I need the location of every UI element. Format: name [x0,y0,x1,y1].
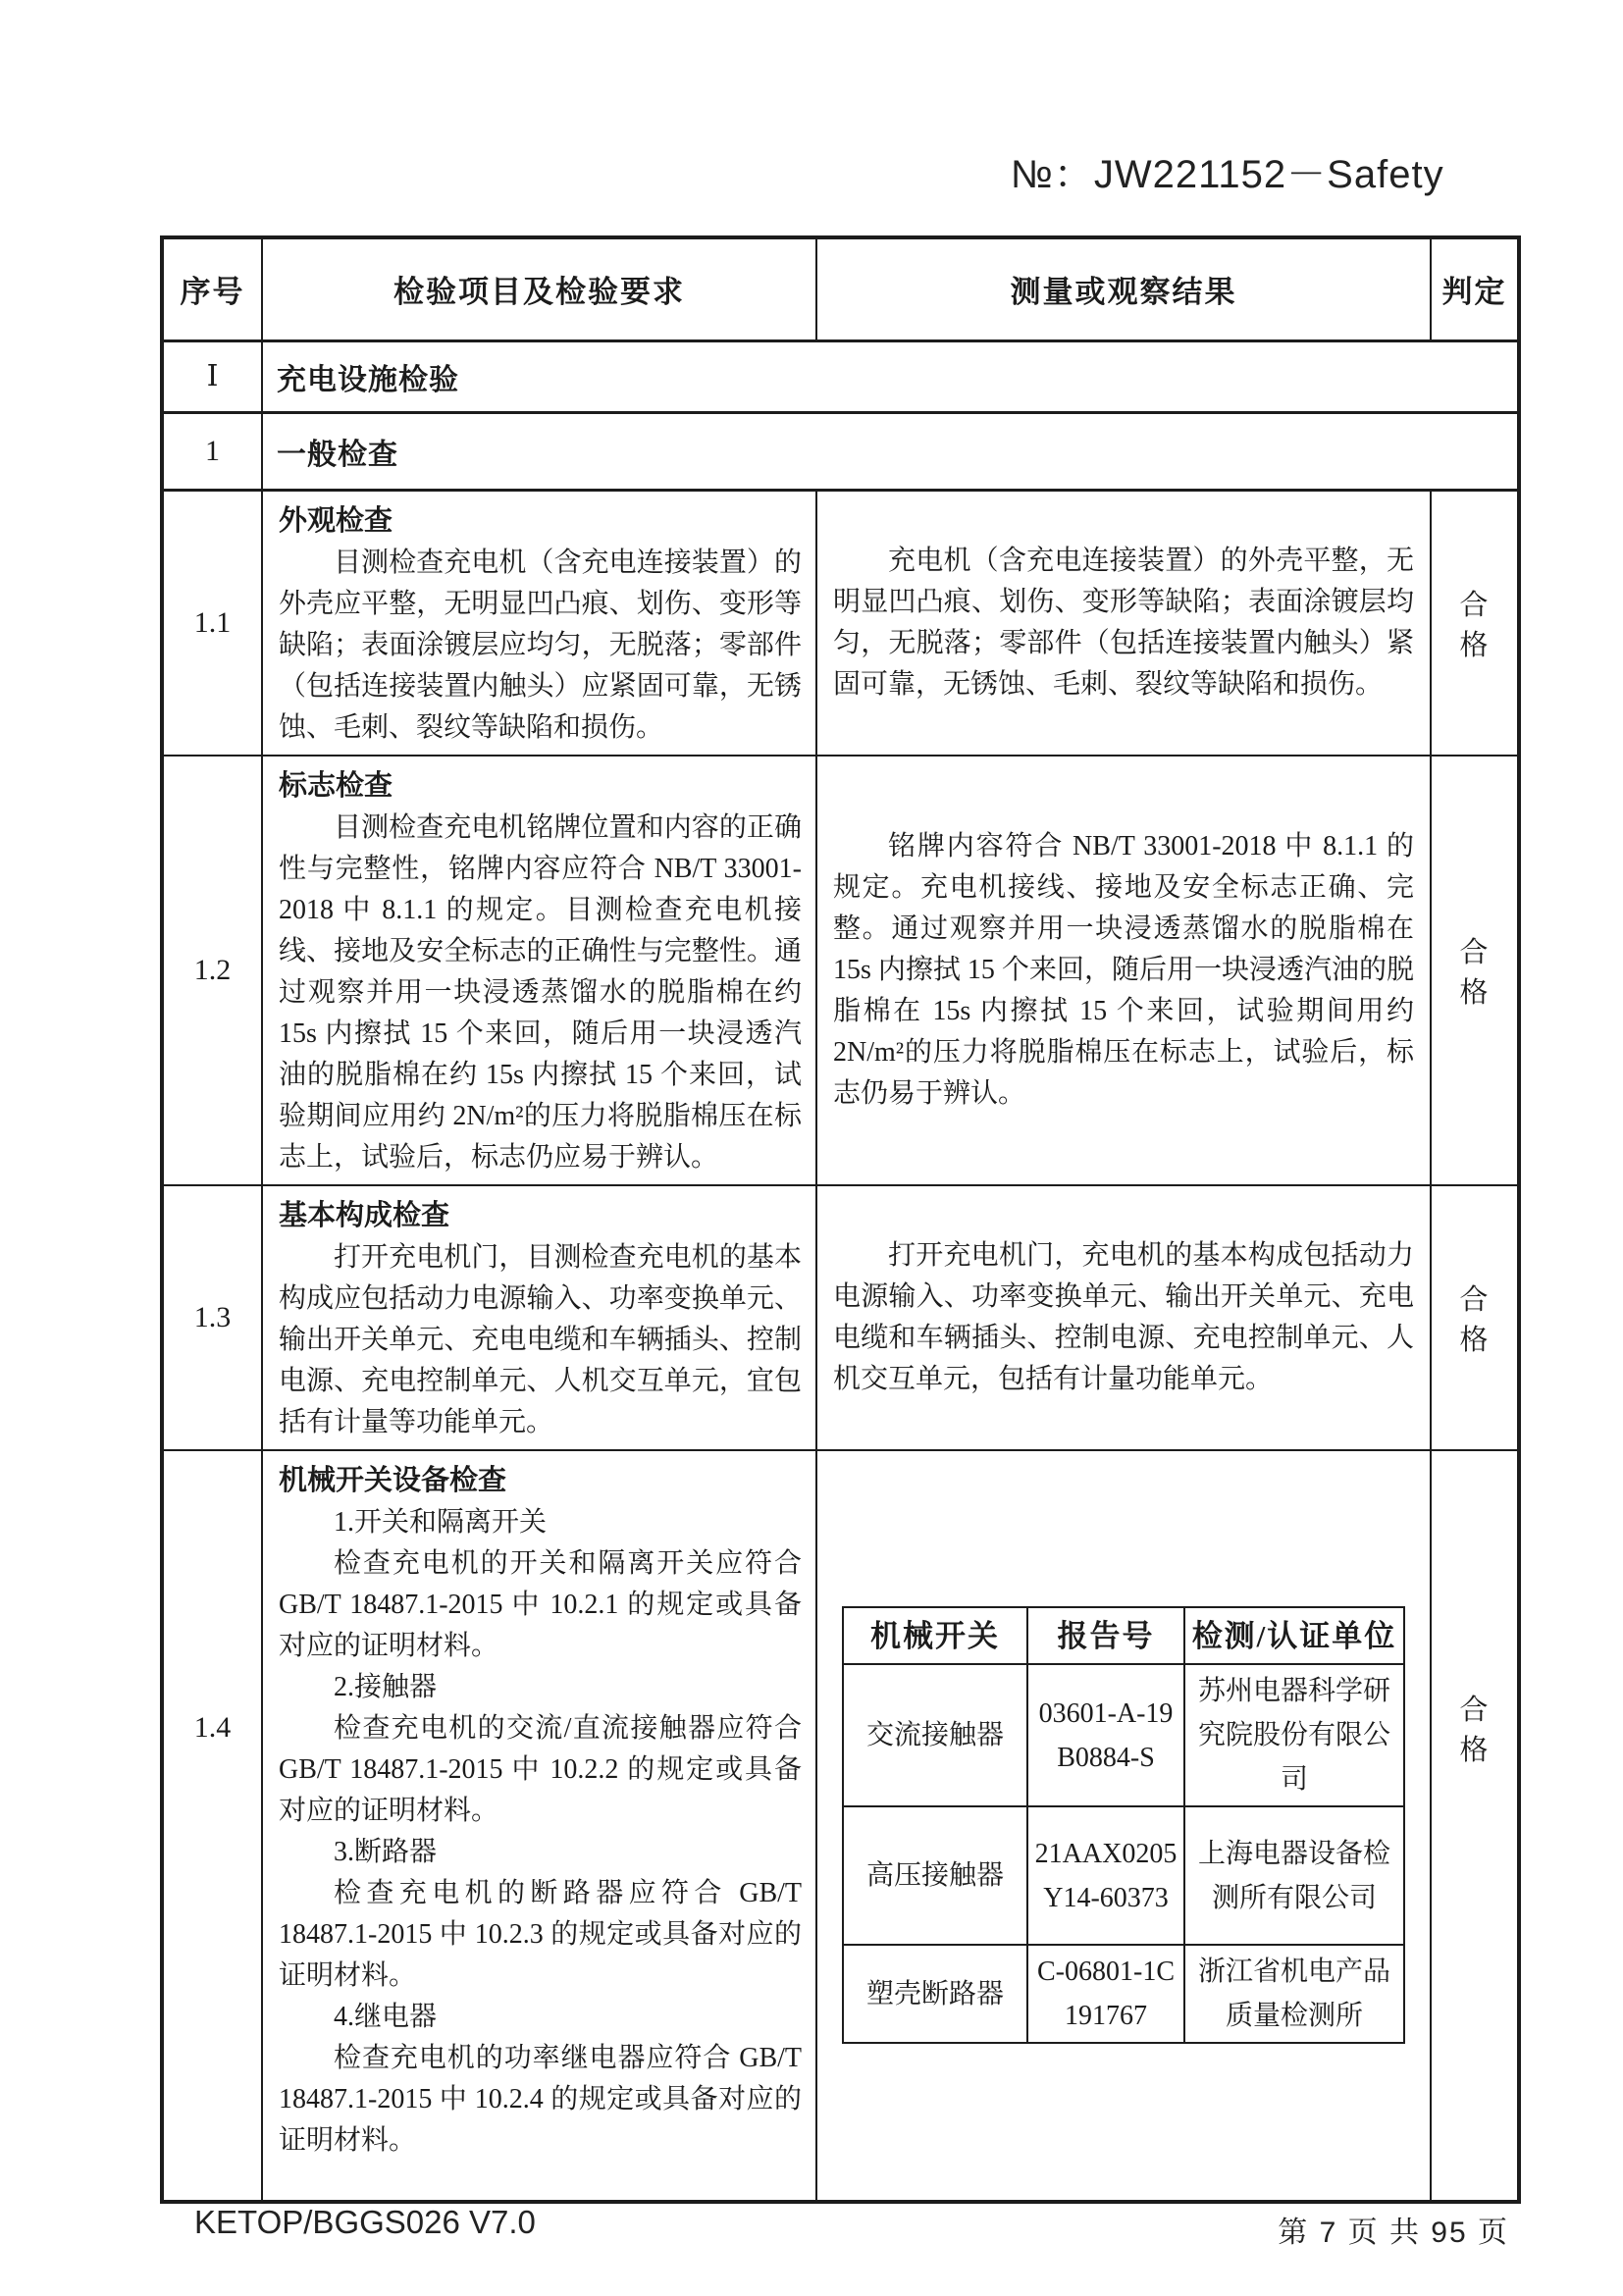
table-row-1-3 [162,1185,1519,1450]
item-list-heading: 2.接触器 [334,1671,438,1702]
item-title: 标志检查 [279,769,393,802]
item-paragraph: 目测检查充电机铭牌位置和内容的正确性与完整性，铭牌内容应符合 NB/T 33001-2018 中 8.1.1 的规定。目测检查充电机接线、接地及安全标志的正确性与完整性。通过观察并用一块浸透蒸馏水的脱脂棉在约 15s 内擦拭 15 个来回，随后用一块浸透汽油的脱脂棉在约 15s 内擦拭 15 个来回，试验期间应用约 2N/m²的压力将脱脂棉压在标志上，试验后，标志仍应易于辨认。 [279,811,802,1173]
row-serial: 1.1 [162,490,262,756]
table-header-row [162,237,1519,340]
result-paragraph: 铭牌内容符合 NB/T 33001-2018 中 8.1.1 的规定。充电机接线、接地及安全标志正确、完整。通过观察并用一块浸透蒸馏水的脱脂棉在 15s 内擦拭 15 个来回，随后用一块浸透汽油的脱脂棉在 15s 内擦拭 15 个来回，试验期间用约 2N/m²的压力将脱脂棉压在标志上，试验后，标志仍易于辨认。 [833,830,1414,1109]
result-paragraph: 打开充电机门，充电机的基本构成包括动力电源输入、功率变换单元、输出开关单元、充电电缆和车辆插头、控制电源、充电控制单元、人机交互单元，包括有计量功能单元。 [833,1239,1414,1394]
inner-col-header-report: 报告号 [1027,1607,1184,1664]
mechanical-switch-table [842,1606,1405,2044]
row-serial: 1.2 [162,756,262,1185]
item-cell [262,490,816,756]
inspection-table [160,235,1521,2204]
section-row-I [162,340,1519,412]
item-paragraph: 检查充电机的开关和隔离开关应符合 GB/T 18487.1-2015 中 10.2.1 的规定或具备对应的证明材料。 [279,1547,802,1661]
report-number: C-06801-1C191767 [1027,1945,1184,2043]
item-paragraph: 检查充电机的断路器应符合 GB/T 18487.1-2015 中 10.2.3 的规定或具备对应的证明材料。 [279,1877,802,1991]
item-paragraph: 检查充电机的交流/直流接触器应符合 GB/T 18487.1-2015 中 10.2.2 的规定或具备对应的证明材料。 [279,1712,802,1826]
item-list-heading: 4.继电器 [334,2001,438,2032]
table-row-1-4 [162,1450,1519,2202]
inner-col-header-agency: 检测/认证单位 [1184,1607,1404,1664]
item-paragraph: 打开充电机门，目测检查充电机的基本构成应包括动力电源输入、功率变换单元、输出开关单元、充电电缆和车辆插头、控制电源、充电控制单元、人机交互单元，宜包括有计量等功能单元。 [279,1241,802,1437]
report-number: 03601-A-19B0884-S [1027,1664,1184,1806]
item-title: 机械开关设备检查 [279,1464,507,1496]
result-cell [816,490,1431,756]
col-header-judgement: 判定 [1431,237,1519,340]
item-paragraph: 检查充电机的功率继电器应符合 GB/T 18487.1-2015 中 10.2.4 的规定或具备对应的证明材料。 [279,2042,802,2156]
section-title: 一般检查 [262,412,1519,490]
form-code: KETOP/BGGS026 V7.0 [194,2204,536,2240]
section-serial: Ⅰ [162,340,262,412]
item-title: 基本构成检查 [279,1199,450,1231]
doc-number: №：JW221152－Safety [1011,153,1444,196]
section-serial: 1 [162,412,262,490]
judgement-cell: 合格 [1431,1450,1519,2202]
switch-name: 高压接触器 [843,1806,1027,1945]
result-cell [816,1450,1431,2202]
agency-name: 上海电器设备检测所有限公司 [1184,1806,1404,1945]
col-header-item: 检验项目及检验要求 [262,237,816,340]
section-row-1 [162,412,1519,490]
col-header-result: 测量或观察结果 [816,237,1431,340]
inner-row-mccb [843,1945,1404,2043]
page-indicator: 第 7 页 共 95 页 [1278,2217,1509,2249]
col-header-serial: 序号 [162,237,262,340]
item-cell [262,1185,816,1450]
inner-col-header-switch: 机械开关 [843,1607,1027,1664]
item-cell [262,1450,816,2202]
item-list-heading: 1.开关和隔离开关 [334,1506,548,1538]
judgement-cell: 合格 [1431,1185,1519,1450]
agency-name: 苏州电器科学研究院股份有限公司 [1184,1664,1404,1806]
result-cell [816,1185,1431,1450]
judgement-cell: 合格 [1431,490,1519,756]
table-row-1-1 [162,490,1519,756]
switch-name: 塑壳断路器 [843,1945,1027,2043]
item-title: 外观检查 [279,504,393,537]
inner-row-hv-contactor [843,1806,1404,1945]
report-number: 21AAX0205Y14-60373 [1027,1806,1184,1945]
result-paragraph: 充电机（含充电连接装置）的外壳平整，无明显凹凸痕、划伤、变形等缺陷；表面涂镀层均匀，无脱落；零部件（包括连接装置内触头）紧固可靠，无锈蚀、毛刺、裂纹等缺陷和损伤。 [833,545,1414,700]
inner-header-row [843,1607,1404,1664]
row-serial: 1.3 [162,1185,262,1450]
section-title: 充电设施检验 [262,340,1519,412]
switch-name: 交流接触器 [843,1664,1027,1806]
item-list-heading: 3.断路器 [334,1836,438,1867]
agency-name: 浙江省机电产品质量检测所 [1184,1945,1404,2043]
table-row-1-2 [162,756,1519,1185]
row-serial: 1.4 [162,1450,262,2202]
judgement-cell: 合格 [1431,756,1519,1185]
inner-row-ac-contactor [843,1664,1404,1806]
item-cell [262,756,816,1185]
item-paragraph: 目测检查充电机（含充电连接装置）的外壳应平整，无明显凹凸痕、划伤、变形等缺陷；表面涂镀层应均匀，无脱落；零部件（包括连接装置内触头）应紧固可靠，无锈蚀、毛刺、裂纹等缺陷和损伤。 [279,547,802,743]
result-cell [816,756,1431,1185]
